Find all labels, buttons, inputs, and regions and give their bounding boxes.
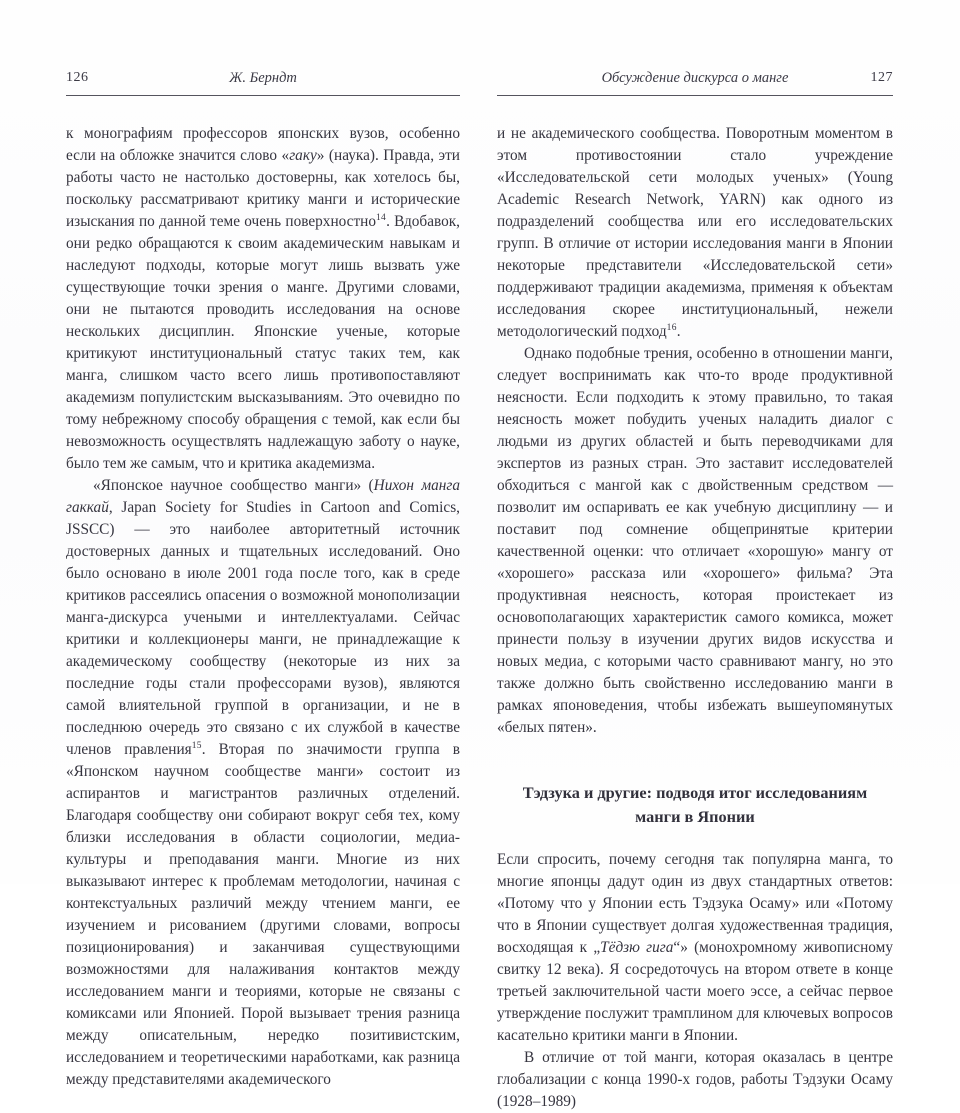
page-right [497, 70, 893, 1110]
text-run: Если спросить, почему сегодня так популярна манга, то многие японцы дадут один из двух стандартных ответов: «Потому что у Японии есть Тэдзука Осаму» или «Потому что в Японии существует долгая художественная традиция, восходящая к „ [497, 851, 893, 956]
page-header-left [66, 70, 460, 90]
running-head-right: Обсуждение дискурса о манге [601, 70, 789, 86]
text-run: к монографиям профессоров японских вузов, особенно если на обложке значится слово « [66, 125, 460, 164]
section-heading: Тэдзука и другие: подводя итог исследованиям манги в Японии [522, 783, 868, 826]
page-number-left: 126 [66, 70, 89, 85]
text-run: и не академического сообщества. Поворотным моментом в этом противостоянии стало учреждение «Исследовательской сети молодых ученых» (Young Academic Research Network, YARN) как одного из подразделений сообщества или его исследовательских групп. В отличие от истории исследования манги в Японии некоторые представители «Исследовательской сети» поддерживают традиции академизма, применяя к объектам исследования скорее институциональный, нежели методологический подход [497, 125, 893, 340]
paragraph [66, 123, 460, 475]
paragraph [497, 849, 893, 1047]
paragraph [497, 343, 893, 739]
page-number-right: 127 [870, 70, 893, 85]
paragraph [497, 123, 893, 343]
text-run: “» (монохромному живописному свитку 12 века). Я сосредоточусь на втором ответе в конце третьей заключительной части моего эссе, а сейчас первое утверждение послужит трамплином для ключевых вопросов касательно критики манги в Японии. [497, 939, 893, 1044]
running-head-left: Ж. Берндт [229, 70, 297, 86]
header-rule-right [497, 95, 893, 96]
text-run: . Вдобавок, они редко обращаются к своим академическим навыкам и наследуют подходы, которые могут лишь вызвать уже существующие точки зрения о манге. Другими словами, они не пытаются проводить исследования на основе нескольких дисциплин. Японские ученые, которые критикуют институциональный статус таких тем, как манга, слишком часто всего лишь противопоставляют академизм популистским высказываниям. Это очевидно по тому небрежному способу обращения с темой, как если бы невозможность осуществлять надлежащую заботу о науке, было тем же самым, что и критика академизма. [66, 213, 461, 472]
text-run: , Japan Society for Studies in Cartoon and Comics, JSSCC) — это наиболее авторитетный источник достоверных данных и тщательных исследований. Оно было основано в июле 2001 года после того, как в среде критиков рассеялись опасения о возможной монополизации манга-дискурса учеными и интеллектуалами. Сейчас критики и коллекционеры манги, не принадлежащие к академическому сообществу (некоторые из них за последние годы стали профессорами вузов), являются самой влиятельной группой в организации, и не в последнюю очередь это связано с их службой в качестве членов правления [66, 499, 460, 758]
page-body-right [497, 123, 893, 1113]
text-run-italic: Тёдзю гига [600, 939, 674, 956]
text-run: . [676, 323, 681, 340]
page-header-right [497, 70, 893, 90]
paragraph [497, 1047, 893, 1113]
text-run: В отличие от той манги, которая оказалась в центре глобализации с конца 1990-х годов, работы Тэдзуки Осаму (1928–1989) [497, 1049, 893, 1110]
text-run: . Вторая по значимости группа в «Японском научном сообществе манги» состоит из аспирантов и магистрантов различных отделений. Благодаря сообществу они собирают вокруг себя тех, кому близки исследования в области социологии, медиа-культуры и преподавания манги. Многие из них выказывают интерес к проблемам методологии, начиная с контекстуальных различий между чтением манги, ее изучением и рисованием (другими словами, вопросы позиционирования) и заканчивая существующими возможностями для налаживания контактов между исследованием манги и теориями, которые не связаны с комиксами или Японией. Порой вызывает трения разница между описательным, нередко позитивистским, исследованием и теоретическими наработками, как разница между представителями академического [66, 741, 460, 1088]
page-body-left [66, 123, 460, 1091]
footnote-ref-14: 14 [376, 212, 387, 223]
text-run-italic: Нихон манга гаккай [66, 477, 460, 516]
footnote-ref-16: 16 [666, 322, 677, 333]
text-run: Однако подобные трения, особенно в отношении манги, следует воспринимать как что-то вроде продуктивной неясности. Если подходить к этому правильно, то такая неясность может побудить ученых наладить диалог с людьми из других областей и быть переводчиками для экспертов из разных стран. Это заставит исследователей обходиться с мангой как с двойственным средством — позволит им оспаривать ее как учебную дисциплину — и поставит под сомнение общепринятые критерии качественной оценки: что отличает «хорошую» мангу от «хорошего» рассказа или «хорошего» фильма? Эта продуктивная неясность, которая проистекает из основополагающих характеристик самого комикса, может принести пользу в изучении других видов искусства и новых медиа, с которыми часто сравнивают мангу, но это также должно быть свойственно исследованию манги в рамках японоведения, чтобы избежать вышеупомянутых «белых пятен». [497, 345, 893, 736]
paragraph [66, 475, 460, 1091]
text-run: » (наука). Правда, эти работы часто не настолько достоверны, как хотелось бы, поскольку рассматривают критику манги и исторические изыскания по данной теме очень поверхностно [66, 147, 460, 230]
page-left [66, 70, 461, 1088]
header-rule-left [66, 95, 460, 96]
footnote-ref-15: 15 [191, 740, 202, 751]
text-run: «Японское научное сообщество манги» ( [93, 477, 374, 494]
text-run-italic: гаку [289, 147, 317, 164]
